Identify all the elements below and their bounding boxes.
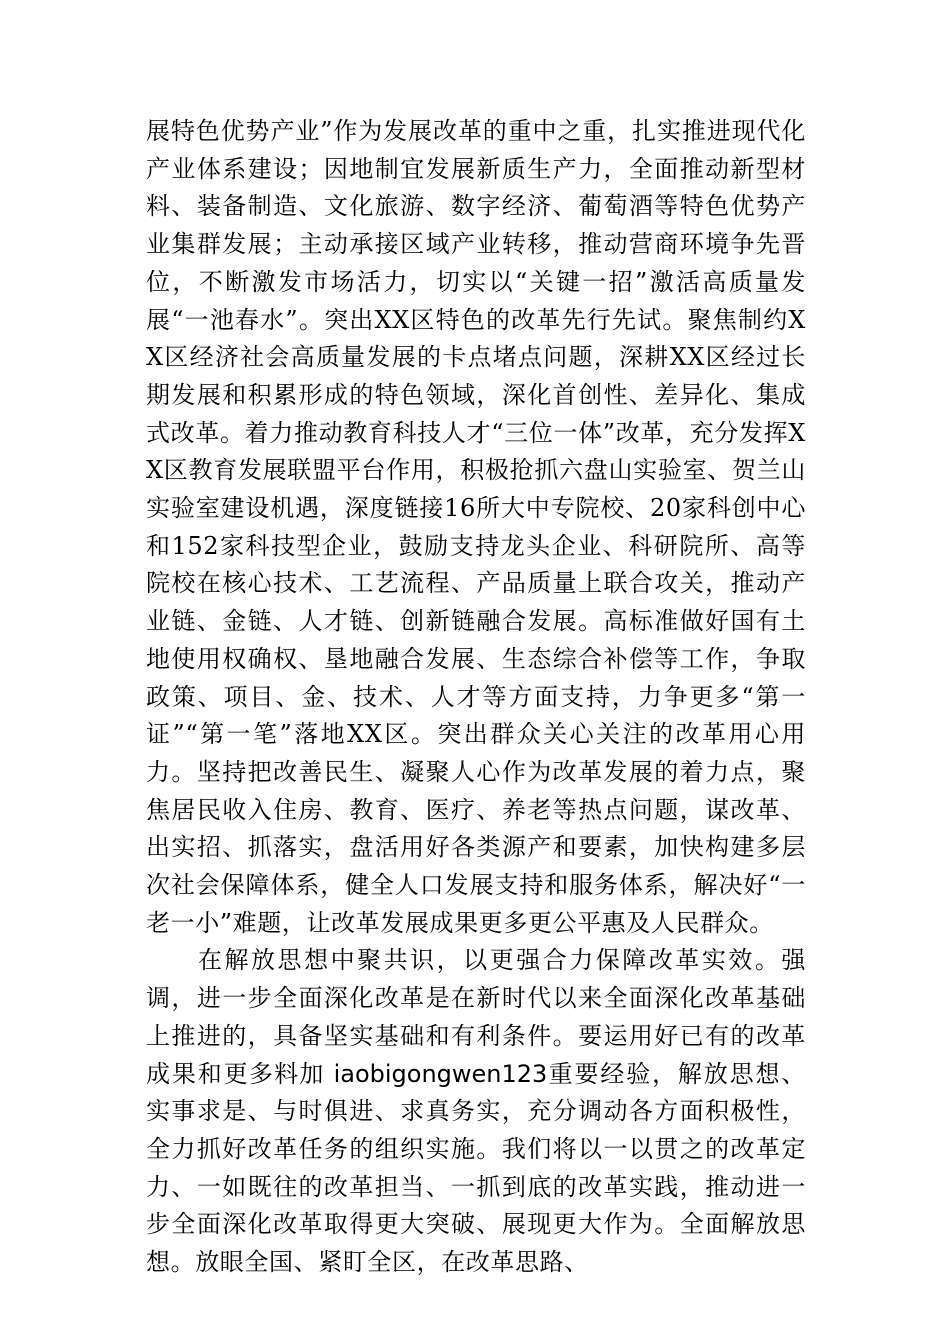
paragraph-2-text-end: 重要经验，解放思想、实事求是、与时俱进、求真务实，充分调动各方面积极性，全力抓好改革任务的组织实施。我们将以一以贯之的改革定力、一如既往的改革担当、一抓到底的改革实践，推动进一步全面深化改革取得更大突破、展现更大作为。全面解放思想。放眼全国、紧盯全区，在改革思路、 [146, 1059, 807, 1277]
paragraph-1-text: 展特色优势产业”作为发展改革的重中之重，扎实推进现代化产业体系建设；因地制宜发展新质生产力，全面推动新型材料、装备制造、文化旅游、数字经济、葡萄酒等特色优势产业集群发展；主动承接区域产业转移，推动营商环境争先晋位，不断激发市场活力，切实以“关键一招”激活高质量发展“一池春水”。突出XX区特色的改革先行先试。聚焦制约XX区经济社会高质量发展的卡点堵点问题，深耕XX区经过长期发展和积累形成的特色领域，深化首创性、差异化、集成式改革。着力推动教育科技人才“三位一体”改革，充分发挥XX区教育发展联盟平台作用，积极抢抓六盘山实验室、贺兰山实验室建设机遇，深度链接16所大中专院校、20家科创中心和152家科技型企业，鼓励支持龙头企业、科研院所、高等院校在核心技术、工艺流程、产品质量上联合攻关，推动产业链、金链、人才链、创新链融合发展。高标准做好国有土地使用权确权、垦地融合发展、生态综合补偿等工作，争取政策、项目、金、技术、人才等方面支持，力争更多“第一证”“第一笔”落地XX区。突出群众关心关注的改革用心用力。坚持把改善民生、凝聚人心作为改革发展的着力点，聚焦居民收入住房、教育、医疗、养老等热点问题，谋改革、出实招、抓落实，盘活用好各类源产和要素，加快构建多层次社会保障体系，健全人口发展支持和服务体系，解决好“一老一小”难题，让改革发展成果更多更公平惠及人民群众。 [146, 117, 806, 937]
paragraph-1 [146, 113, 806, 942]
promo-text: 更多料加 iaobigongwen123 [223, 1059, 548, 1088]
paragraph-2-text-start: 在解放思想中聚共识，以更强合力保障改革实效。强调，进一步全面深化改革是在新时代以来全面深化改革基础上推进的，具备坚实基础和有利条件。要运用好已有的改革成果和 [146, 946, 806, 1088]
document-body [146, 113, 806, 1282]
paragraph-2 [146, 942, 806, 1281]
